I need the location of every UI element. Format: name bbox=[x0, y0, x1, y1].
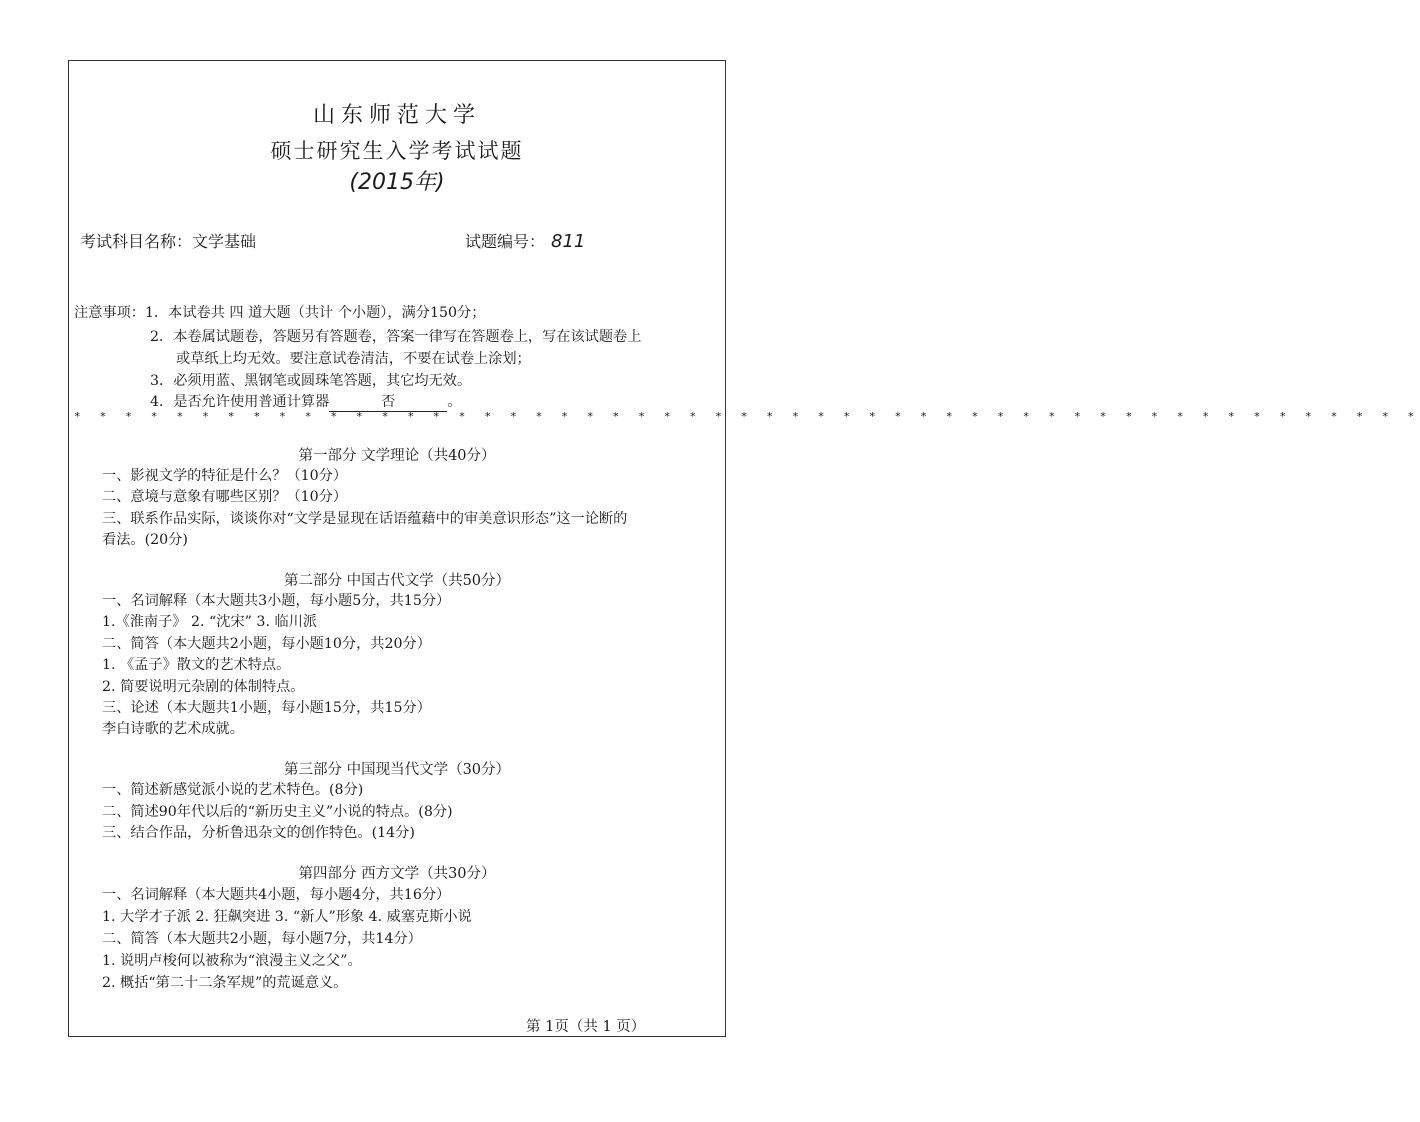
part1-q3-line2: 看法。(20分) bbox=[102, 532, 188, 548]
exam-subject: 考试科目名称：文学基础 bbox=[80, 232, 257, 251]
notes-line-5 bbox=[150, 391, 461, 412]
part4-section2-item1: 1. 说明卢梭何以被称为“浪漫主义之父”。 bbox=[102, 953, 362, 969]
part2-section2: 二、简答（本大题共2小题，每小题10分，共20分） bbox=[102, 636, 431, 652]
part3-q3: 三、结合作品，分析鲁迅杂文的创作特色。(14分) bbox=[102, 825, 415, 841]
part4-section1-items: 1. 大学才子派 2. 狂飙突进 3. “新人”形象 4. 威塞克斯小说 bbox=[102, 909, 472, 925]
part1-heading: 第一部分 文学理论（共40分） bbox=[298, 448, 496, 464]
exam-code-handwritten: 811 bbox=[551, 231, 586, 252]
part1-q2: 二、意境与意象有哪些区别？（10分） bbox=[102, 489, 348, 505]
notes-line-1: 注意事项：1．本试卷共 四 道大题（共计 个小题），满分150分； bbox=[74, 305, 486, 321]
page-number-footer: 第 1页（共 1 页） bbox=[526, 1019, 646, 1035]
part2-section3: 三、论述（本大题共1小题，每小题15分，共15分） bbox=[102, 700, 431, 716]
part2-section2-item2: 2. 简要说明元杂剧的体制特点。 bbox=[102, 679, 305, 695]
part2-section1: 一、名词解释（本大题共3小题，每小题5分，共15分） bbox=[102, 593, 451, 609]
exam-title: 硕士研究生入学考试试题 bbox=[270, 139, 524, 163]
part3-q1: 一、简述新感觉派小说的艺术特色。(8分) bbox=[102, 782, 364, 798]
part2-section1-items: 1.《淮南子》 2. “沈宋” 3. 临川派 bbox=[102, 614, 318, 630]
part1-q3-line1: 三、联系作品实际，谈谈你对“文学是显现在话语蕴藉中的审美意识形态”这一论断的 bbox=[102, 511, 628, 527]
part4-section2: 二、简答（本大题共2小题，每小题7分，共14分） bbox=[102, 931, 422, 947]
university-name: 山东师范大学 bbox=[312, 103, 481, 128]
part1-q1: 一、影视文学的特征是什么？（10分） bbox=[102, 468, 348, 484]
part3-heading: 第三部分 中国现当代文学（30分） bbox=[283, 762, 511, 778]
part2-section3-item: 李白诗歌的艺术成就。 bbox=[102, 721, 244, 737]
notes-line-3: 或草纸上均无效。要注意试卷清洁，不要在试卷上涂划； bbox=[176, 351, 531, 367]
exam-code-label: 试题编号： bbox=[465, 232, 546, 251]
part4-section1: 一、名词解释（本大题共4小题，每小题4分，共16分） bbox=[102, 887, 451, 903]
part4-heading: 第四部分 西方文学（共30分） bbox=[298, 866, 496, 882]
calculator-question: 4．是否允许使用普通计算器 bbox=[150, 394, 330, 410]
exam-code bbox=[465, 229, 585, 252]
part3-q2: 二、简述90年代以后的“新历史主义”小说的特点。(8分) bbox=[102, 804, 453, 820]
calculator-answer: 否 bbox=[329, 391, 447, 412]
notes-line-4: 3．必须用蓝、黑钢笔或圆珠笔答题，其它均无效。 bbox=[150, 373, 472, 389]
part4-section2-item2: 2. 概括“第二十二条军规”的荒诞意义。 bbox=[102, 975, 348, 991]
part2-heading: 第二部分 中国古代文学（共50分） bbox=[283, 573, 511, 589]
separator-stars: * * * * * * * * * * * * * * * * * * * * * * * * * * * * * * * * * * * * * * * * * * * * * * * * * * * * * bbox=[74, 410, 1420, 423]
calculator-suffix: 。 bbox=[447, 394, 462, 410]
exam-year-handwritten: (2015年) bbox=[349, 170, 445, 195]
part2-section2-item1: 1. 《孟子》散文的艺术特点。 bbox=[102, 657, 291, 673]
notes-line-2: 2．本卷属试题卷，答题另有答题卷，答案一律写在答题卷上，写在该试题卷上 bbox=[150, 329, 642, 345]
